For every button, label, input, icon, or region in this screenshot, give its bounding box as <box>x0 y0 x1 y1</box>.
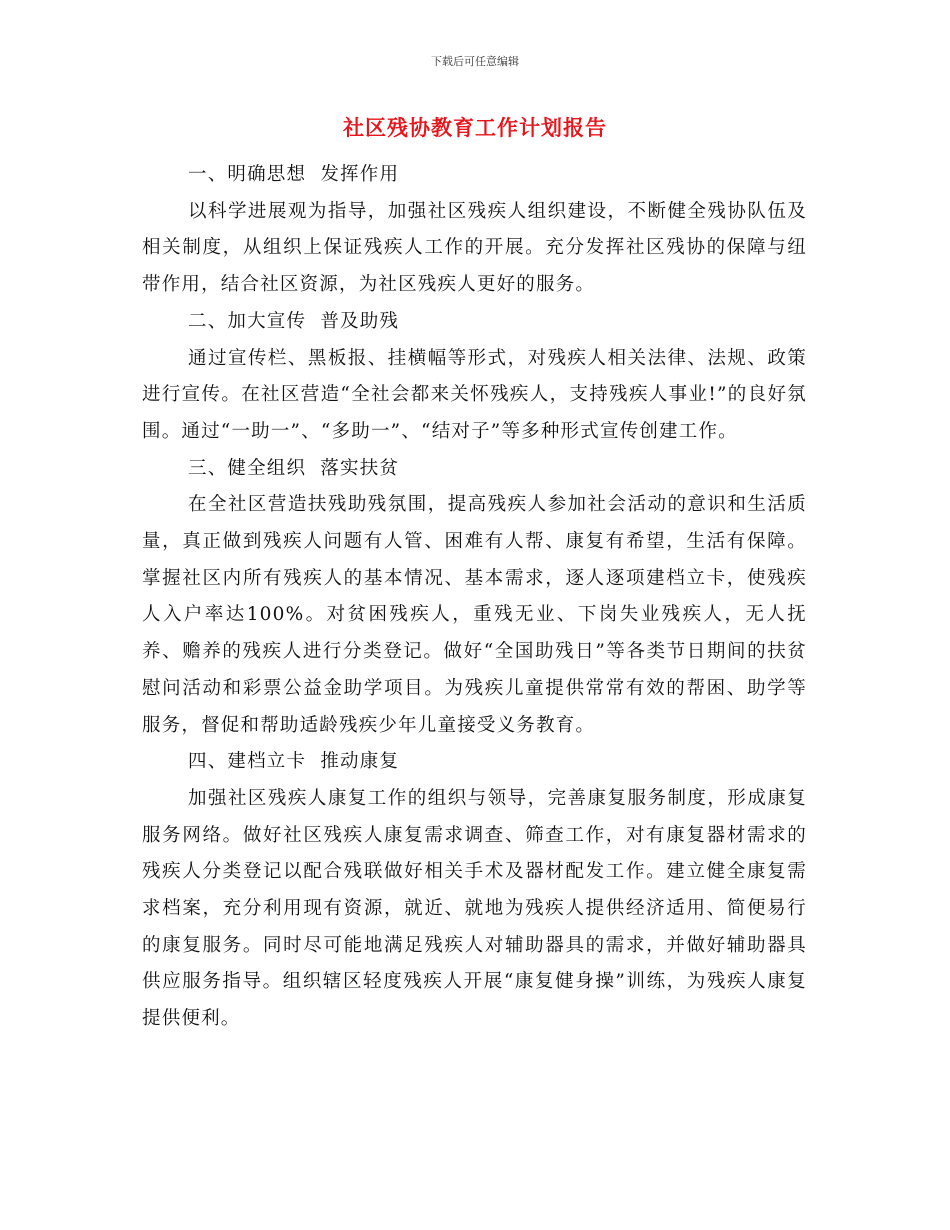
section-paragraph-1: 以科学进展观为指导，加强社区残疾人组织建设，不断健全残协队伍及相关制度，从组织上保证残疾人工作的开展。充分发挥社区残协的保障与纽带作用，结合社区资源，为社区残疾人更好的服务。 <box>142 200 807 296</box>
document-body <box>142 157 807 1038</box>
section-paragraph-2: 通过宣传栏、黑板报、挂横幅等形式，对残疾人相关法律、法规、政策进行宣传。在社区营造“全社会都来关怀残疾人，支持残疾人事业!”的良好氛围。通过“一助一”、“多助一”、“结对子”等多种形式宣传创建工作。 <box>142 347 807 442</box>
section-heading-3: 三、健全组织 落实扶贫 <box>188 457 400 479</box>
section-heading-2: 二、加大宣传 普及助残 <box>188 310 400 332</box>
section-heading-1: 一、明确思想 发挥作用 <box>188 164 400 185</box>
section-heading-4: 四、建档立卡 推动康复 <box>188 751 400 773</box>
document-title: 社区残协教育工作计划报告 <box>343 115 607 140</box>
section-paragraph-3: 在全社区营造扶残助残氛围，提高残疾人参加社会活动的意识和生活质量，真正做到残疾人问题有人管、困难有人帮、康复有希望，生活有保障。掌握社区内所有残疾人的基本情况、基本需求，逐人逐项建档立卡，使残疾人入户率达100%。对贫困残疾人，重残无业、下岗失业残疾人，无人抚养、赡养的残疾人进行分类登记。做好“全国助残日”等各类节日期间的扶贫慰问活动和彩票公益金助学项目。为残疾儿童提供常常有效的帮困、助学等服务，督促和帮助适龄残疾少年儿童接受义务教育。 <box>142 494 807 736</box>
header-note: 下载后可任意编辑 <box>431 55 519 68</box>
section-paragraph-4: 加强社区残疾人康复工作的组织与领导，完善康复服务制度，形成康复服务网络。做好社区残疾人康复需求调查、筛查工作，对有康复器材需求的残疾人分类登记以配合残联做好相关手术及器材配发工作。建立健全康复需求档案，充分利用现有资源，就近、就地为残疾人提供经济适用、简便易行的康复服务。同时尽可能地满足残疾人对辅助器具的需求，并做好辅助器具供应服务指导。组织辖区轻度残疾人开展“康复健身操”训练，为残疾人康复提供便利。 <box>142 787 807 1030</box>
